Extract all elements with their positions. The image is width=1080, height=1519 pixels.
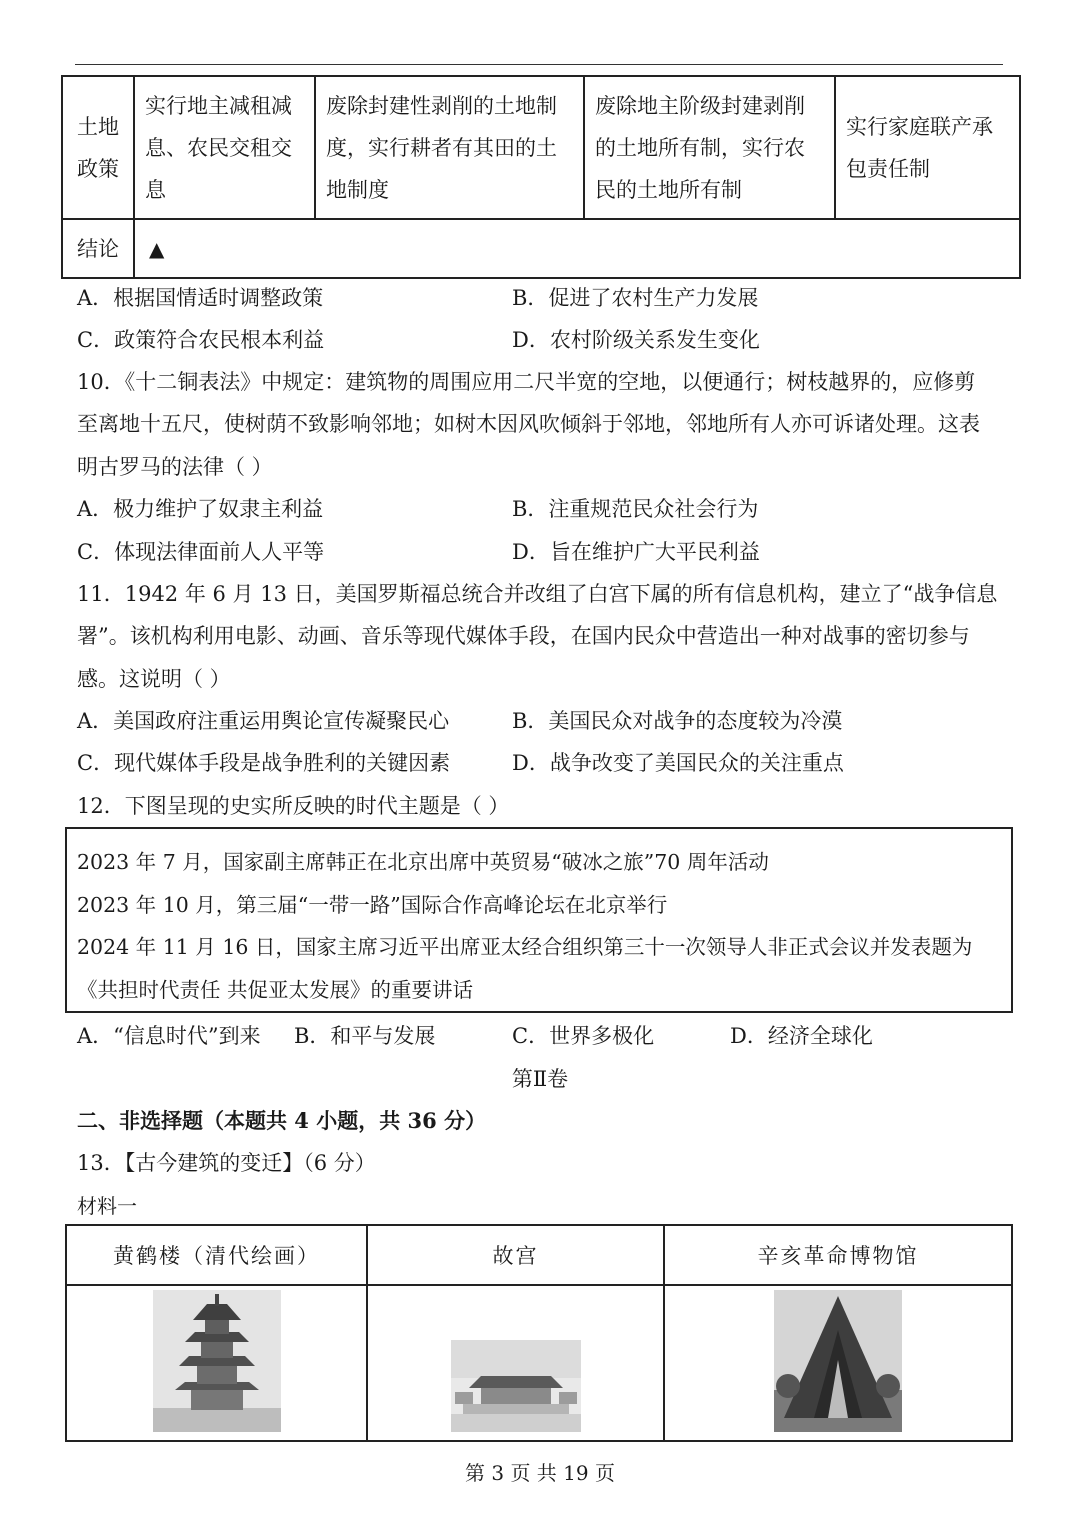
image-cell bbox=[67, 1286, 368, 1440]
header-xinhai-museum: 辛亥革命博物馆 bbox=[757, 1244, 919, 1268]
q9-option-c[interactable]: C．政策符合农民根本利益 bbox=[77, 328, 325, 352]
table-row bbox=[63, 220, 1019, 277]
header-forbidden-city: 故宫 bbox=[368, 1226, 665, 1284]
q13-title: 13．【古今建筑的变迁】（6 分） bbox=[77, 1151, 376, 1175]
conclusion-label: 结论 bbox=[63, 220, 135, 277]
q11-option-d[interactable]: D．战争改变了美国民众的关注重点 bbox=[512, 751, 844, 775]
policy-cell: 实行家庭联产承包责任制 bbox=[846, 114, 993, 181]
image-cell bbox=[665, 1286, 1011, 1440]
table-header-row bbox=[67, 1226, 1011, 1286]
q12-material-box bbox=[65, 827, 1013, 1013]
volume-title: 第Ⅱ卷 bbox=[511, 1067, 569, 1091]
q12-option-d[interactable]: D．经济全球化 bbox=[730, 1024, 873, 1048]
material-line: 2023 年 7 月，国家副主席韩正在北京出席中英贸易“破冰之旅”70 周年活动 bbox=[77, 850, 769, 874]
image-cell bbox=[368, 1286, 665, 1440]
q9-option-d[interactable]: D．农村阶级关系发生变化 bbox=[512, 328, 760, 352]
q10-stem-line: 明古罗马的法律（ ） bbox=[77, 455, 273, 479]
page-footer: 第 3 页 共 19 页 bbox=[465, 1461, 615, 1485]
header-rule bbox=[75, 64, 1003, 65]
land-policy-table bbox=[61, 75, 1021, 279]
q9-option-a[interactable]: A．根据国情适时调整政策 bbox=[77, 286, 324, 310]
policy-cell: 实行地主减租减息、农民交租交息 bbox=[135, 77, 316, 218]
q12-option-b[interactable]: B．和平与发展 bbox=[294, 1024, 436, 1048]
q10-option-a[interactable]: A．极力维护了奴隶主利益 bbox=[77, 497, 324, 521]
table-row bbox=[63, 77, 1019, 220]
q11-option-c[interactable]: C．现代媒体手段是战争胜利的关键因素 bbox=[77, 751, 451, 775]
buildings-table bbox=[65, 1224, 1013, 1442]
conclusion-value: ▲ bbox=[149, 236, 165, 261]
q11-option-b[interactable]: B．美国民众对战争的态度较为冷漠 bbox=[512, 709, 843, 733]
table-image-row bbox=[67, 1286, 1011, 1440]
material-line: 2023 年 10 月，第三届“一带一路”国际合作高峰论坛在北京举行 bbox=[77, 892, 668, 917]
q11-stem-line: 署”。该机构利用电影、动画、音乐等现代媒体手段，在国内民众中营造出一种对战事的密切参与 bbox=[77, 624, 970, 648]
material-line: 《共担时代责任 共促亚太发展》的重要讲话 bbox=[77, 977, 474, 1002]
row-label: 土地政策 bbox=[63, 77, 135, 218]
q10-stem-line: 10．《十二铜表法》中规定：建筑物的周围应用二尺半宽的空地，以便通行；树枝越界的，应修剪 bbox=[77, 370, 976, 394]
material-label: 材料一 bbox=[77, 1194, 137, 1218]
q9-option-b[interactable]: B．促进了农村生产力发展 bbox=[512, 286, 759, 310]
xinhai-museum-image bbox=[774, 1290, 902, 1432]
policy-cell: 废除封建性剥削的土地制度，实行耕者有其田的土地制度 bbox=[316, 77, 585, 218]
q10-option-d[interactable]: D．旨在维护广大平民利益 bbox=[512, 540, 760, 564]
material-line: 2024 年 11 月 16 日，国家主席习近平出席亚太经合组织第三十一次领导人非正式会议并发表题为 bbox=[77, 935, 973, 959]
q10-stem-line: 至离地十五尺，使树荫不致影响邻地；如树木因风吹倾斜于邻地，邻地所有人亦可诉诸处理。这表 bbox=[77, 412, 980, 436]
q11-stem-line: 11．1942 年 6 月 13 日，美国罗斯福总统合并改组了白宫下属的所有信息机构，建立了“战争信息 bbox=[77, 582, 998, 606]
q12-option-c[interactable]: C．世界多极化 bbox=[512, 1024, 655, 1048]
policy-cell: 废除地主阶级封建剥削的土地所有制，实行农民的土地所有制 bbox=[585, 77, 836, 218]
q11-option-a[interactable]: A．美国政府注重运用舆论宣传凝聚民心 bbox=[77, 709, 450, 733]
section-heading: 二、非选择题（本题共 4 小题，共 36 分） bbox=[77, 1108, 487, 1133]
q11-stem-line: 感。这说明（ ） bbox=[77, 667, 231, 691]
q10-option-b[interactable]: B．注重规范民众社会行为 bbox=[512, 497, 759, 521]
q12-stem: 12．下图呈现的史实所反映的时代主题是（ ） bbox=[77, 794, 510, 818]
forbidden-city-image bbox=[451, 1340, 581, 1432]
q12-option-a[interactable]: A．“信息时代”到来 bbox=[77, 1024, 261, 1048]
header-yellow-crane-tower: 黄鹤楼（清代绘画） bbox=[67, 1226, 368, 1284]
yellow-crane-tower-image bbox=[153, 1290, 281, 1432]
q10-option-c[interactable]: C．体现法律面前人人平等 bbox=[77, 540, 325, 564]
